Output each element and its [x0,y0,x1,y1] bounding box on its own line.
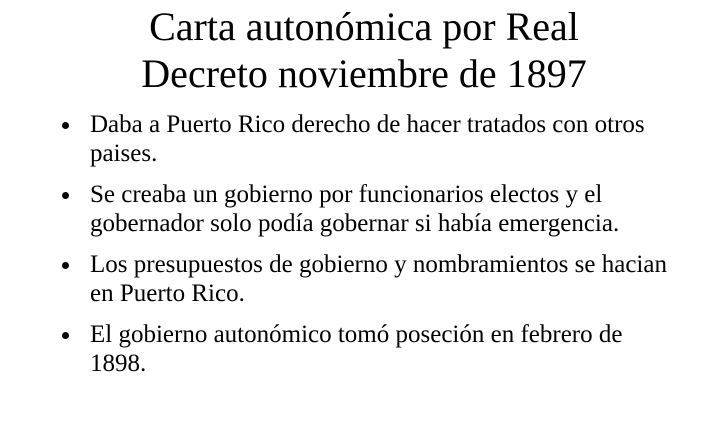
list-item [62,181,668,238]
list-item [62,251,668,308]
bullet-icon [62,262,69,269]
bullet-icon [62,192,69,199]
bullet-text: El gobierno autonómico tomó poseción en febrero de 1898. [90,321,623,377]
list-item [62,321,668,378]
list-item [62,111,668,168]
bullet-text: Daba a Puerto Rico derecho de hacer tratados con otros paises. [90,111,645,167]
slide-title [0,0,728,97]
bullet-list [0,111,728,378]
slide-title-line-1: Carta autonómica por Real [149,4,579,49]
bullet-text: Se creaba un gobierno por funcionarios electos y el gobernador solo podía gobernar si había emergencia. [90,181,620,237]
bullet-icon [62,332,69,339]
bullet-text: Los presupuestos de gobierno y nombramientos se hacian en Puerto Rico. [90,251,667,307]
bullet-icon [62,122,69,129]
slide-title-line-2: Decreto noviembre de 1897 [141,51,587,97]
